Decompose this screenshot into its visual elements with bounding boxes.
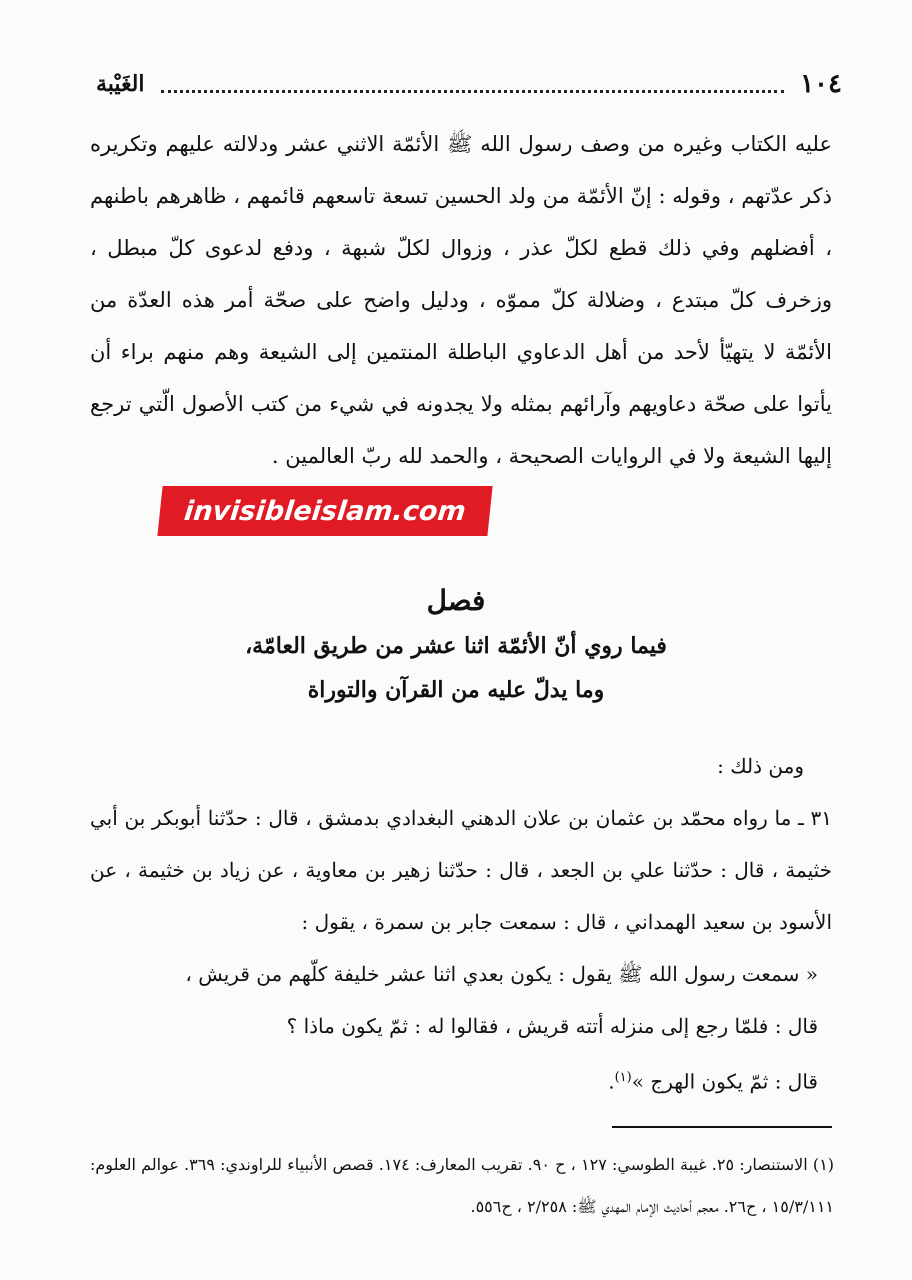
section-subtitle-2: وما يدلّ عليه من القرآن والتوراة [307,677,605,703]
narration-block [90,740,832,1108]
page-number: ١٠٤ [800,69,842,99]
narration-intro: ومن ذلك : [717,754,804,778]
hadith-line-end: . [608,1069,615,1094]
hadith-line-2: قال : فلمّا رجع إلى منزله أتته قريش ، فقالوا له : ثمّ يكون ماذا ؟ [286,1014,818,1038]
body-text [90,118,832,482]
section-heading [120,578,792,712]
hadith-line-3 [90,1052,832,1108]
footnotes [90,1144,834,1228]
footnote-reference[interactable]: (١) [614,1070,632,1085]
hadith-chain: ٣١ ـ ما رواه محمّد بن عثمان بن علان الدهني البغدادي بدمشق ، قال : حدّثنا أبوبكر بن أبي خثيمة ، قال : حدّثنا علي بن الجعد ، قال : حدّثنا زهير بن معاوية ، عن زياد بن خثيمة ، عن الأسود بن سعيد الهمداني ، قال : سمعت جابر بن سمرة ، يقول : [90,806,832,934]
hadith-line-3-text: قال : ثمّ يكون الهرج » [631,1069,818,1094]
footnote-1: (١) الاستنصار: ٢٥. غيبة الطوسي: ١٢٧ ، ح ٩٠. تقريب المعارف: ١٧٤. قصص الأنبياء للراوندي: ٣٦٩. عوالم العلوم: ١٥/٣/١١١ ، ح٢٦. معجم أحاديث الإمام المهدي ﷺ: ٢/٢٥٨ ، ح٥٥٦. [90,1155,835,1216]
page-header [96,64,842,104]
watermark-banner: invisibleislam.com [157,486,492,536]
footnote-separator [612,1126,832,1128]
section-subtitle-1: فيما روي أنّ الأئمّة اثنا عشر من طريق العامّة، [245,633,667,659]
hadith-quote: « سمعت رسول الله ﷺ يقول : يكون بعدي اثنا عشر خليفة كلّهم من قريش ، [185,962,818,986]
body-paragraph: عليه الكتاب وغيره من وصف رسول الله ﷺ الأئمّة الاثني عشر ودلالته عليهم وتكريره ذكر عدّتهم ، وقوله : إنّ الأئمّة من ولد الحسين تسعة تاسعهم قائمهم ، ظاهرهم باطنهم ، أفضلهم وفي ذلك قطع لكلّ عذر ، وزوال لكلّ شبهة ، ودفع لدعوى كلّ مبطل ، وزخرف كلّ مبتدع ، وضلالة كلّ مموّه ، ودليل واضح على صحّة أمر هذه العدّة من الأئمّة لا يتهيّأ لأحد من أهل الدعاوي الباطلة المنتمين إلى الشيعة وهم منهم براء أن يأتوا على صحّة دعاويهم وآرائهم بمثله ولا يجدونه في شيء من كتب الأصول الّتي ترجع إليها الشيعة ولا في الروايات الصحيحة ، والحمد لله ربّ العالمين . [90,132,832,468]
running-title: الغَيْبة [96,71,145,97]
section-title: فصل [426,584,486,617]
header-dotted-leader [161,76,785,93]
